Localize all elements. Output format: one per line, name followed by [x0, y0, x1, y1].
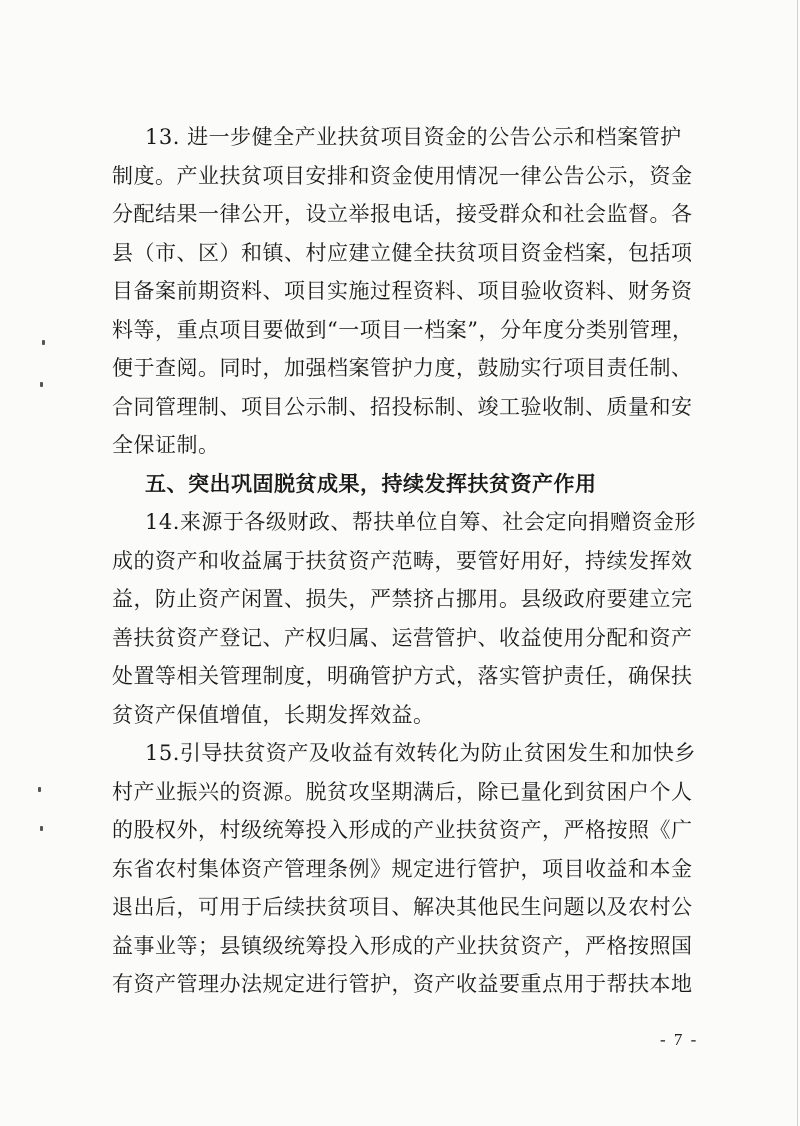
text-line: 县（市、区）和镇、村应建立健全扶贫项目资金档案，包括项: [112, 240, 693, 265]
scan-speck: [40, 826, 43, 831]
scan-speck: [40, 382, 43, 387]
scan-speck: [38, 787, 41, 792]
text-line: 处置等相关管理制度，明确管护方式，落实管护责任，确保扶: [112, 664, 693, 688]
text-line: 成的资产和收益属于扶贫资产范畴，要管好用好，持续发挥效: [112, 548, 693, 573]
paragraph-13: [112, 118, 692, 465]
text-line: 益，防止资产闲置、损失，严禁挤占挪用。县级政府要建立完: [112, 587, 693, 611]
paragraph-14: [112, 503, 696, 734]
text-line: 的股权外，村级统筹投入形成的产业扶贫资产，严格按照《广: [112, 818, 693, 842]
text-line: 料等，重点项目要做到“一项目一档案”，分年度分类别管理，: [112, 317, 694, 342]
text-line: 14.来源于各级财政、帮扶单位自筹、社会定向捐赠资金形: [145, 510, 696, 534]
text-line: 贫资产保值增值，长期发挥效益。: [112, 702, 435, 727]
text-line: 退出后，可用于后续扶贫项目、解决其他民生问题以及农村公: [112, 895, 693, 919]
text-line: 益事业等；县镇级统筹投入形成的产业扶贫资产，严格按照国: [112, 933, 693, 958]
section-heading: 五、突出巩固脱贫成果，持续发挥扶贫资产作用: [145, 471, 597, 496]
scan-speck: [42, 340, 45, 345]
text-line: 13. 进一步健全产业扶贫项目资金的公告公示和档案管护: [145, 125, 682, 149]
text-line: 目备案前期资料、项目实施过程资料、项目验收资料、财务资: [112, 279, 693, 303]
text-line: 便于查阅。同时，加强档案管护力度，鼓励实行项目责任制、: [112, 356, 693, 380]
text-line: 全保证制。: [112, 433, 220, 457]
paragraph-15: [112, 734, 696, 1004]
text-line: 分配结果一律公开，设立举报电话，接受群众和社会监督。各: [112, 202, 693, 226]
text-line: 合同管理制、项目公示制、招投标制、竣工验收制、质量和安: [112, 394, 693, 419]
text-line: 善扶贫资产登记、产权归属、运营管护、收益使用分配和资产: [112, 625, 693, 650]
text-line: 有资产管理办法规定进行管护，资产收益要重点用于帮扶本地: [112, 972, 693, 996]
text-line: 东省农村集体资产管理条例》规定进行管护，项目收益和本金: [112, 856, 693, 881]
text-line: 15.引导扶贫资产及收益有效转化为防止贫困发生和加快乡: [145, 741, 696, 765]
text-line: 村产业振兴的资源。脱贫攻坚期满后，除已量化到贫困户个人: [112, 779, 693, 804]
page-edge: [797, 0, 798, 1126]
text-line: 制度。产业扶贫项目安排和资金使用情况一律公告公示，资金: [112, 163, 693, 188]
document-body: [112, 118, 696, 1004]
page-number: - 7 -: [660, 1030, 699, 1049]
